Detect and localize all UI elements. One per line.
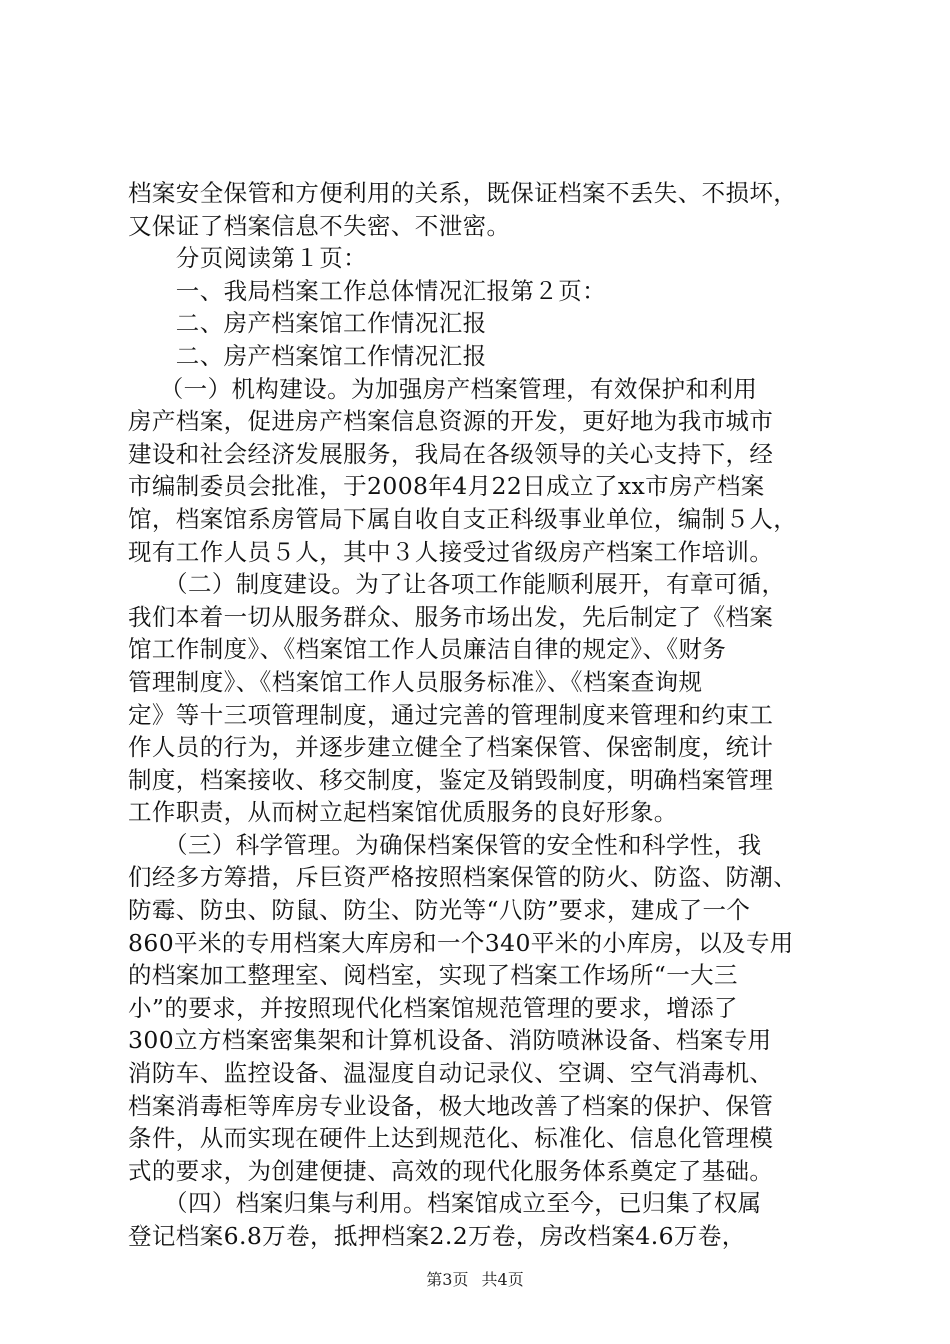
text-line: 工作职责，从而树立起档案馆优质服务的良好形象。 (128, 798, 678, 827)
text-line: 分页阅读第１页： (128, 244, 367, 273)
text-line: 市编制委员会批准，于2008年4月22日成立了xx市房产档案 (128, 472, 765, 501)
text-line: 防霉、防虫、防鼠、防尘、防光等“八防”要求，建成了一个 (128, 896, 751, 925)
text-line: 860平米的专用档案大库房和一个340平米的小库房，以及专用 (128, 928, 794, 957)
text-line: 馆，档案馆系房管局下属自收自支正科级事业单位，编制５人， (128, 504, 798, 533)
text-line: 们经多方筹措，斥巨资严格按照档案保管的防火、防盗、防潮、 (128, 863, 798, 892)
text-line: 作人员的行为，并逐步建立健全了档案保管、保密制度，统计 (128, 733, 774, 762)
text-line: 300立方档案密集架和计算机设备、消防喷淋设备、档案专用 (128, 1026, 772, 1055)
text-line: 管理制度》、《档案馆工作人员服务标准》、《档案查询规 (128, 667, 703, 696)
text-line: （一）机构建设。为加强房产档案管理，有效保护和利用 (128, 374, 758, 403)
document-body (128, 177, 828, 1253)
text-line: （二）制度建设。为了让各项工作能顺利展开，有章可循， (128, 570, 786, 599)
text-line: 馆工作制度》、《档案馆工作人员廉洁自律的规定》、《财务 (128, 635, 727, 664)
page-total: 共4页 (481, 1270, 524, 1289)
text-line: 档案消毒柜等库房专业设备，极大地改善了档案的保护、保管 (128, 1091, 774, 1120)
page-number: 第3页 (426, 1270, 469, 1289)
text-line: 的档案加工整理室、阅档室，实现了档案工作场所“一大三 (128, 961, 738, 990)
text-line: 条件，从而实现在硬件上达到规范化、标准化、信息化管理模 (128, 1124, 774, 1153)
text-line: （三）科学管理。为确保档案保管的安全性和科学性，我 (128, 830, 762, 859)
text-line: 登记档案6.8万卷，抵押档案2.2万卷，房改档案4.6万卷， (128, 1222, 746, 1250)
text-line: 又保证了档案信息不失密、不泄密。 (128, 211, 511, 240)
text-line: 现有工作人员５人，其中３人接受过省级房产档案工作培训。 (128, 537, 774, 566)
text-line: 定》等十三项管理制度，通过完善的管理制度来管理和约束工 (128, 700, 774, 729)
text-line: （四）档案归集与利用。档案馆成立至今，已归集了权属 (128, 1189, 762, 1218)
text-line: 房产档案，促进房产档案信息资源的开发，更好地为我市城市 (128, 407, 774, 436)
text-line: 小”的要求，并按照现代化档案馆规范管理的要求，增添了 (128, 993, 738, 1022)
text-line: 我们本着一切从服务群众、服务市场出发，先后制定了《档案 (128, 602, 774, 631)
page-footer (0, 1270, 950, 1290)
text-line: 一、我局档案工作总体情况汇报第２页： (128, 276, 606, 305)
text-line: 制度，档案接收、移交制度，鉴定及销毁制度，明确档案管理 (128, 765, 774, 794)
text-line: 消防车、监控设备、温湿度自动记录仪、空调、空气消毒机、 (128, 1059, 774, 1088)
text-line: 档案安全保管和方便利用的关系，既保证档案不丢失、不损坏， (128, 179, 798, 207)
text-line: 建设和社会经济发展服务，我局在各级领导的关心支持下，经 (128, 439, 774, 468)
text-line: 二、房产档案馆工作情况汇报 (128, 341, 487, 370)
text-line: 二、房产档案馆工作情况汇报 (128, 309, 487, 338)
text-line: 式的要求，为创建便捷、高效的现代化服务体系奠定了基础。 (128, 1156, 774, 1185)
